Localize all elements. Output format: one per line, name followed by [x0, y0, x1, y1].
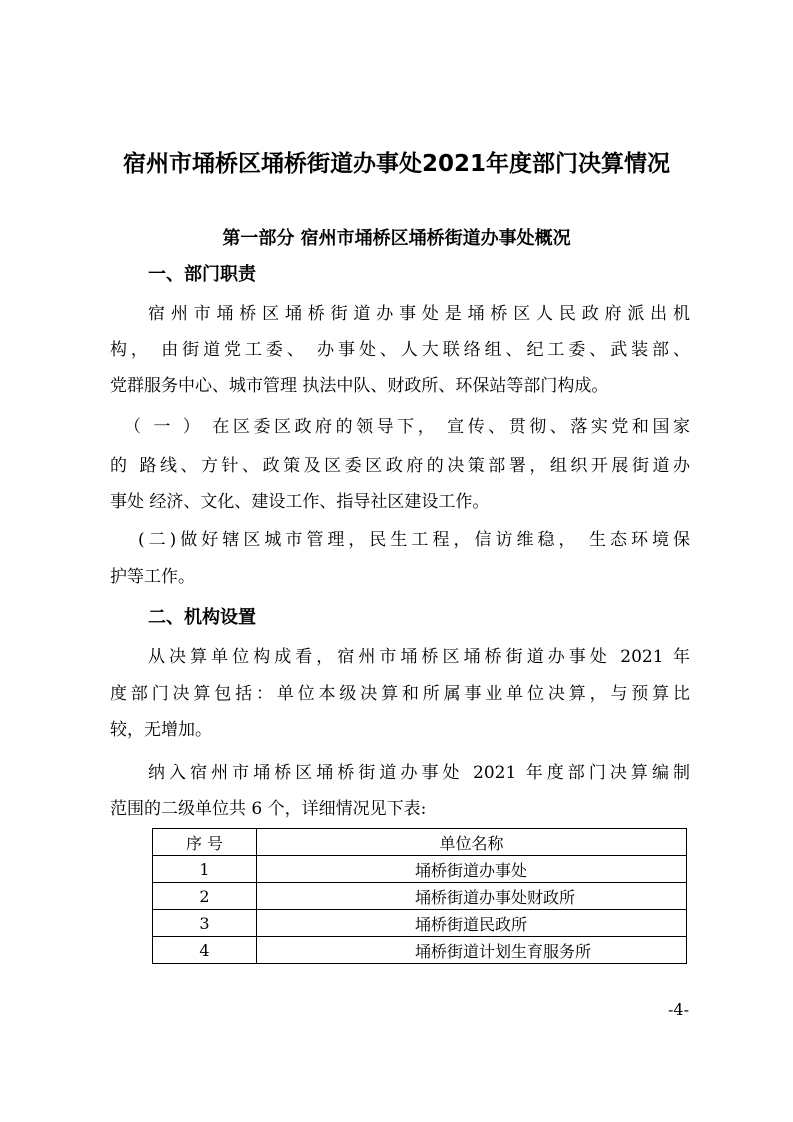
table-row — [153, 910, 687, 937]
paragraph-line: 的 路线、方针、政策及区委区政府的决策部署，组织开展街道办 — [110, 456, 690, 476]
page-number: -4- — [668, 1000, 689, 1019]
paragraph-line: 较，无增加。 — [110, 720, 212, 740]
paragraph-line: 从决算单位构成看，宿州市埇桥区埇桥街道办事处 2021 年 — [148, 647, 690, 667]
paragraph-line: 党群服务中心、城市管理 执法中队、财政所、环保站等部门构成。 — [110, 376, 609, 396]
paragraph-line: 纳入宿州市埇桥区埇桥街道办事处 2021 年度部门决算编制 — [148, 763, 690, 783]
table-cell-number: 1 — [153, 856, 257, 883]
table-cell-unit-name: 埇桥街道办事处财政所 — [257, 883, 687, 910]
table-row — [153, 856, 687, 883]
column-header-unit-name: 单位名称 — [257, 829, 687, 856]
part-title: 第一部分 宿州市埇桥区埇桥街道办事处概况 — [222, 228, 571, 249]
table-cell-number: 4 — [153, 937, 257, 964]
table-header-row — [153, 829, 687, 856]
paragraph-line: 构， 由街道党工委、 办事处、人大联络组、纪工委、武装部、 — [110, 340, 690, 360]
table-cell-number: 3 — [153, 910, 257, 937]
section-heading-structure: 二、机构设置 — [148, 607, 256, 628]
table-row — [153, 937, 687, 964]
paragraph-line: 事处 经济、文化、建设工作、指导社区建设工作。 — [110, 492, 490, 512]
paragraph-line: 度部门决算包括：单位本级决算和所属事业单位决算，与预算比 — [110, 684, 690, 704]
paragraph-line: 范围的二级单位共 6 个，详细情况见下表: — [110, 799, 427, 819]
table-cell-unit-name: 埇桥街道办事处 — [257, 856, 687, 883]
paragraph-line: (二)做好辖区城市管理，民生工程，信访维稳， 生态环境保 — [138, 530, 690, 550]
paragraph-line: 宿州市埇桥区埇桥街道办事处是埇桥区人民政府派出机 — [148, 304, 690, 324]
table-cell-unit-name: 埇桥街道民政所 — [257, 910, 687, 937]
paragraph-line: 护等工作。 — [110, 567, 195, 587]
table-cell-number: 2 — [153, 883, 257, 910]
units-table — [152, 828, 687, 964]
section-heading-duties: 一、部门职责 — [148, 264, 256, 285]
paragraph-line: （ 一 ） 在区委区政府的领导下， 宣传、贯彻、落实党和国家 — [124, 417, 690, 437]
column-header-number: 序 号 — [153, 829, 257, 856]
table-row — [153, 883, 687, 910]
document-title: 宿州市埇桥区埇桥街道办事处2021年度部门决算情况 — [122, 151, 670, 177]
table-cell-unit-name: 埇桥街道计划生育服务所 — [257, 937, 687, 964]
